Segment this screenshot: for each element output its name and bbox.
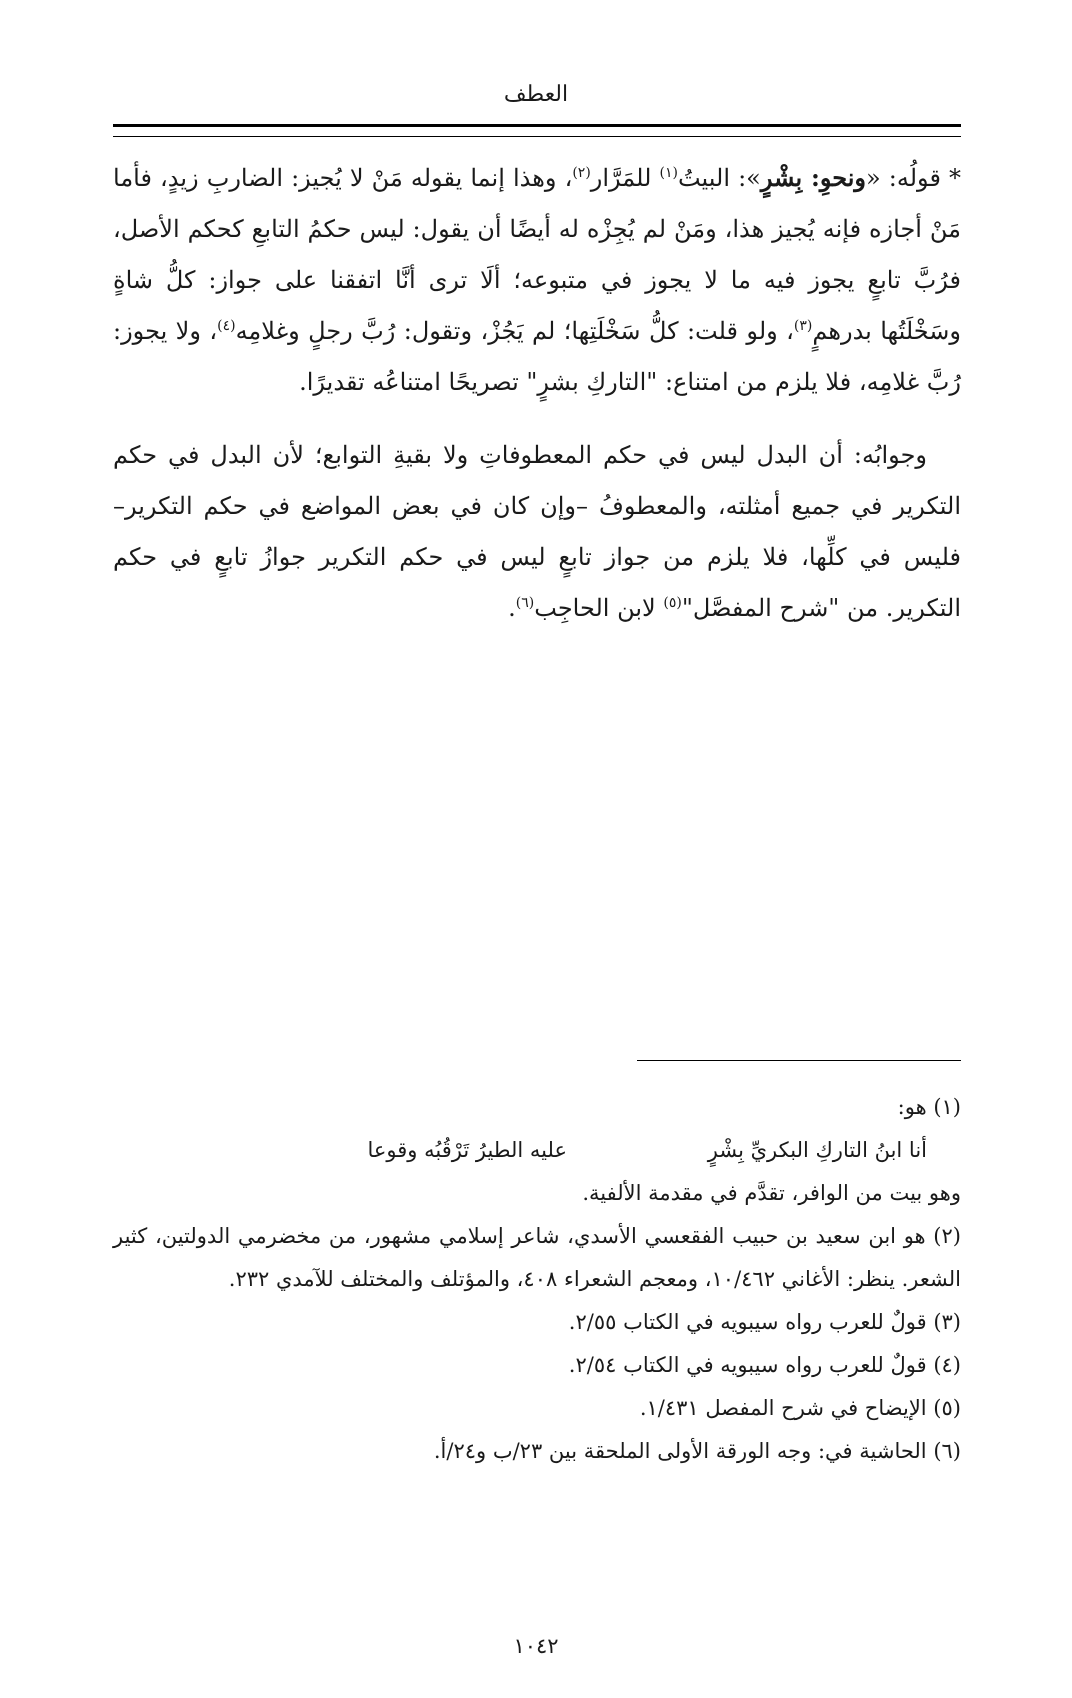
- paragraph-2: [113, 430, 961, 634]
- para1-after-bold: »: البيتُ: [677, 164, 761, 192]
- footnote-separator: [637, 1060, 961, 1061]
- verse-second-hemistich: عليه الطيرُ تَرْقُبُه وقوعا: [367, 1138, 567, 1162]
- header-rule-thin: [113, 136, 961, 137]
- para1-after-n2: ، وهذا إنما يقوله مَنْ لا يُجيز: الضاربِ زيدٍ، فأما مَنْ أجازه فإنه يُجيز هذا، ومَنْ لم يُجِزْه له أيضًا أن يقول: ليس حكمُ التابعِ كحكم الأصل، فرُبَّ تابعٍ يجوز فيه ما لا يجوز في متبوعه؛ ألَا ترى أنَّا اتفقنا على جواز: كلُّ شاةٍ وسَخْلَتُها بدرهمٍ: [113, 164, 961, 345]
- footnote-ref-4[interactable]: (٤): [217, 318, 236, 334]
- running-title: العطف: [503, 82, 569, 107]
- footnote-1-verse: [113, 1129, 961, 1172]
- para1-bold-phrase: ونحوِ: بِشْرٍ: [760, 163, 867, 192]
- footnote-ref-6[interactable]: (٦): [515, 595, 535, 611]
- footnote-ref-2[interactable]: (٢): [572, 165, 591, 181]
- footnote-1-intro: (١) هو:: [897, 1095, 961, 1119]
- footnote-ref-1[interactable]: (١): [659, 165, 678, 181]
- para2-text: وجوابُه: أن البدل ليس في حكم المعطوفاتِ ولا بقيةِ التوابع؛ لأن البدل في حكم التكرير في جميع أمثلته، والمعطوفُ –وإن كان في بعض المواضع في حكم التكرير– فليس في كلِّها، فلا يلزم من جواز تابعٍ ليس في حكم التكرير جوازُ تابعٍ في حكم التكرير. من "شرح المفصَّل": [113, 441, 961, 622]
- verse-first-hemistich: أنا ابنُ التاركِ البكريِّ بِشْرٍ: [707, 1138, 927, 1162]
- para2-end: .: [508, 594, 516, 622]
- para1-after-n4: ، ولا يجوز: رُبَّ غلامِه، فلا يلزم من امتناع: "التاركِ بشرٍ" تصريحًا امتناعُه تقديرًا.: [113, 317, 961, 396]
- footnote-ref-5[interactable]: (٥): [663, 595, 682, 611]
- footnote-1-note: وهو بيت من الوافر، تقدَّم في مقدمة الألفية.: [582, 1181, 961, 1205]
- footnote-2: (٢) هو ابن سعيد بن حبيب الفقعسي الأسدي، شاعر إسلامي مشهور، من مخضرمي الدولتين، كثير الشعر. ينظر: الأغاني ١٠/٤٦٢، ومعجم الشعراء ٤٠٨، والمؤتلف والمختلف للآمدي ٢٣٢.: [113, 1224, 961, 1291]
- footnotes: [113, 1086, 961, 1473]
- header-rule-thick: [113, 124, 961, 127]
- footnote-4: (٤) قولٌ للعرب رواه سيبويه في الكتاب ٢/٥٤.: [568, 1353, 961, 1377]
- footnote-ref-3[interactable]: (٣): [793, 318, 813, 334]
- footnote-3: (٣) قولٌ للعرب رواه سيبويه في الكتاب ٢/٥٥.: [568, 1310, 961, 1334]
- para2-mid: لابن الحاجِب: [534, 594, 664, 622]
- main-text: [113, 152, 961, 634]
- para1-after-n1: للمَرَّار: [590, 164, 660, 192]
- page-number: ١٠٤٢: [513, 1634, 559, 1658]
- paragraph-1: [113, 152, 961, 408]
- para1-lead: * قولُه: «: [866, 164, 962, 192]
- footnote-6: (٦) الحاشية في: وجه الورقة الأولى الملحقة بين ٢٣/ب و٢٤/أ.: [433, 1439, 961, 1463]
- para1-after-n3: ، ولو قلت: كلُّ سَخْلَتِها؛ لم يَجُزْ، وتقول: رُبَّ رجلٍ وغلامِه: [235, 317, 794, 345]
- footnote-5: (٥) الإيضاح في شرح المفصل ١/٤٣١.: [639, 1396, 961, 1420]
